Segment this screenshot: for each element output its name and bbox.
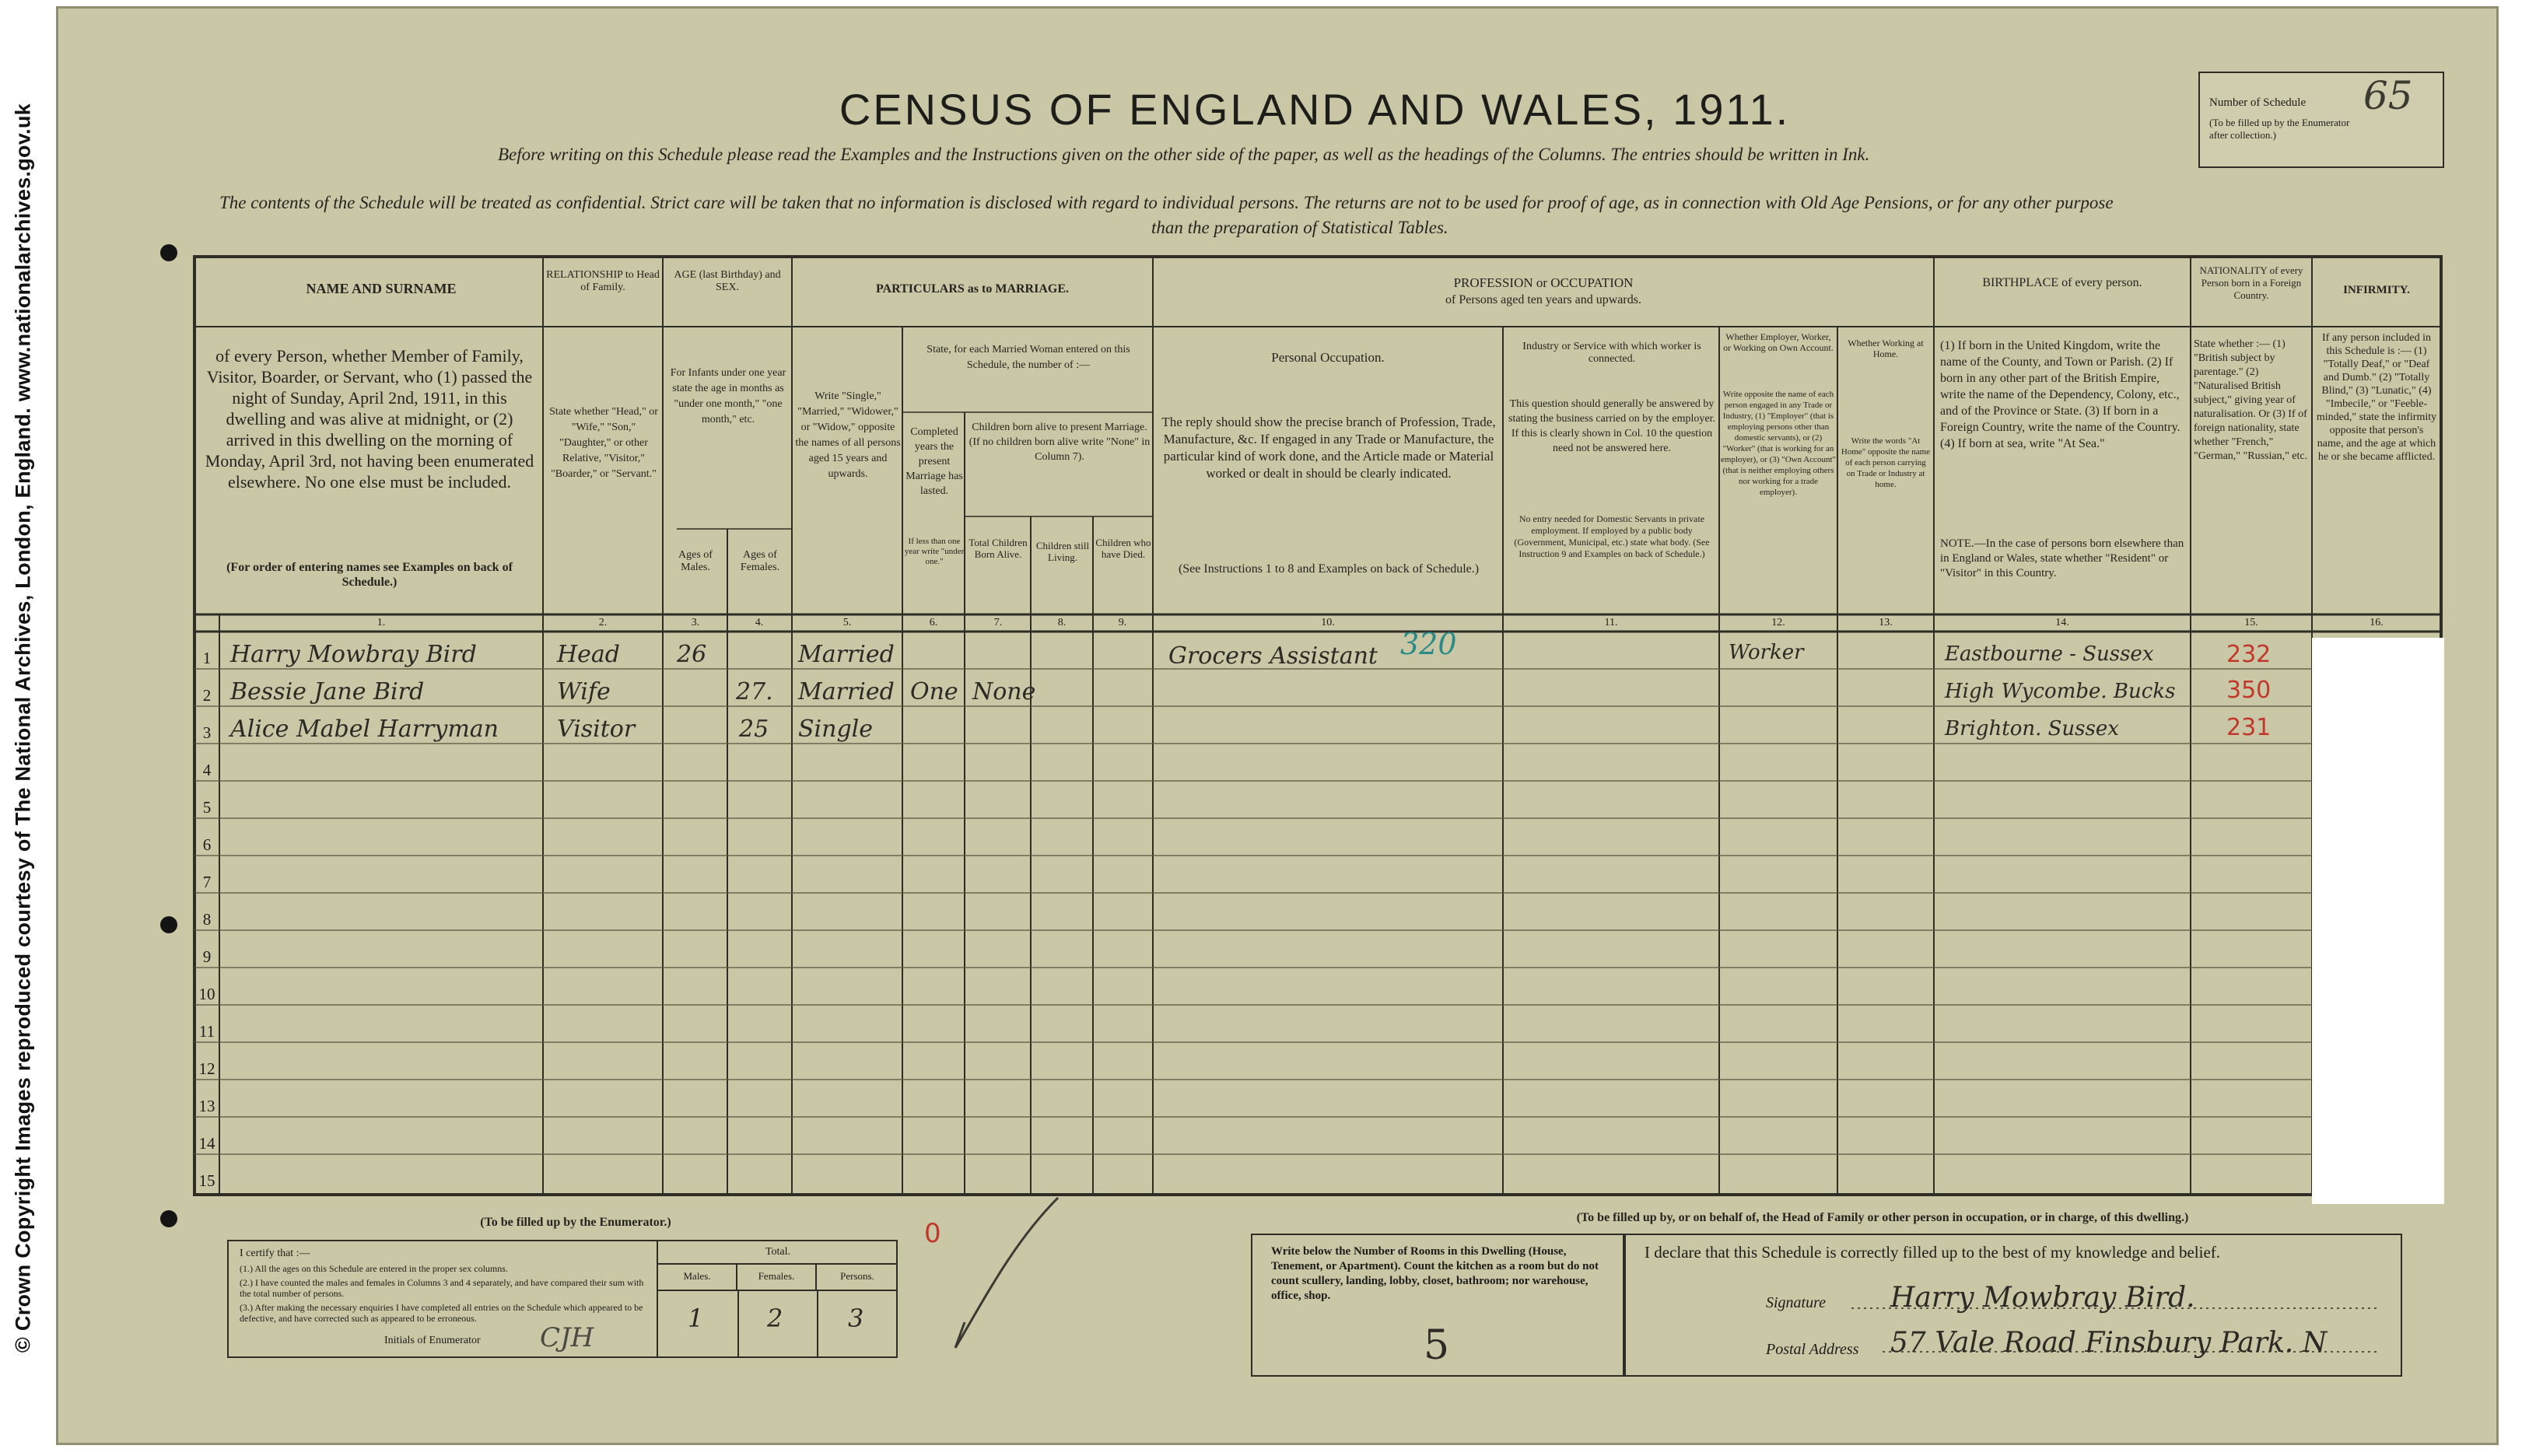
column-number: 12. (1771, 617, 1785, 628)
header-industry: Industry or Service with which worker is connected. (1522, 341, 1701, 365)
persons-label: Persons. (817, 1263, 898, 1291)
header-children-born: Children born alive to present Marriage. (If no children born alive write "None" in Column 7). (969, 422, 1151, 463)
header-industry-note: No entry needed for Domestic Servants in private employment. If employed by a public body (Government, Municipal, etc.) state what body. (See Instruction 9 and Examples on back of Schedule.) (1514, 513, 1710, 559)
person-age-male: 26 (677, 641, 707, 668)
signature: Harry Mowbray Bird. (1890, 1282, 2195, 1314)
row-number: 1 (202, 649, 212, 667)
header-at-home-desc: Write the words "At Home" opposite the name of each person carrying on Trade or Industry at home. (1841, 436, 1931, 489)
total-females: 2 (767, 1304, 783, 1333)
header-age-desc: For Infants under one year state the age in months as "under one month," "one month," etc. (670, 367, 786, 425)
header-marriage-desc: Write "Single," "Married," "Widower," or "Widow," opposite the names of all persons aged 15 years and upwards. (795, 390, 901, 480)
totals-divider (817, 1290, 818, 1356)
header-married-woman: State, for each Married Woman entered on this Schedule, the number of :— (926, 344, 1130, 371)
header-age-females: Ages of Females. (740, 549, 780, 573)
totals-label: Total. (658, 1241, 898, 1265)
person-worker: Worker (1729, 641, 1804, 664)
rooms-box (1251, 1234, 1624, 1377)
header-completed-note: If less than one year write "under one." (904, 537, 965, 566)
row-number: 2 (202, 686, 212, 705)
person-marriage: Married (798, 641, 895, 668)
row-number: 5 (202, 798, 212, 817)
person-birthplace: Brighton. Sussex (1945, 717, 2119, 740)
instruction-line-1: Before writing on this Schedule please read the Examples and the Instructions given on the other side of the paper, as well as the headings of the Columns. The entries should be written in Ink. (498, 145, 1870, 164)
initials-label: Initials of Enumerator (384, 1335, 481, 1346)
column-number: 5. (842, 617, 852, 628)
header-employer-desc: Write opposite the name of each person engaged in any Trade or Industry, (1) "Employer" (that is employing persons other than domestic servants), or (2) "Worker" (that is working for an employer), or (3) "Own Account" (that is neither employing others nor working for a trade employer). (1721, 390, 1836, 497)
row-number: 4 (202, 761, 212, 779)
person-age-female: 27. (736, 678, 773, 705)
column-number: 7. (993, 617, 1003, 628)
header-age: AGE (last Birthday) and SEX. (674, 269, 781, 293)
declaration-text: I declare that this Schedule is correctly filled up to the best of my knowledge and belief. (1645, 1243, 2221, 1262)
person-name: Bessie Jane Bird (230, 678, 425, 705)
head-heading: (To be filled up by, or on behalf of, the Head of Family or other person in occupation, or in charge, of this dwelling.) (1576, 1211, 2189, 1224)
row-number: 3 (202, 723, 212, 742)
header-infirmity-desc: If any person included in this Schedule is :— (1) "Totally Deaf," or "Deaf and Dumb." (2) "Totally Blind," (3) "Lunatic," (4) "Imbecile," or "Feeble-minded," state the infirmity opposite that person's name, and the age at which he or she became afflicted. (2316, 332, 2437, 463)
postal-address: 57 Vale Road Finsbury Park. N (1890, 1327, 2328, 1359)
enumerator-box (227, 1240, 898, 1358)
header-personal-note: (See Instructions 1 to 8 and Examples on back of Schedule.) (1178, 562, 1480, 576)
birthplace-code: 350 (2226, 677, 2272, 704)
person-birthplace: High Wycombe. Bucks (1945, 680, 2176, 703)
column-number: 3. (691, 617, 700, 628)
row-number: 6 (202, 835, 212, 854)
person-years-married: One (910, 678, 958, 705)
birthplace-code: 232 (2226, 641, 2272, 668)
occupation-code: 320 (1400, 627, 1457, 661)
enumerator-item: (3.) After making the necessary enquiries I have completed all entries on the Schedule which appeared to be defective, and have corrected such as appeared to be erroneous. (240, 1302, 643, 1324)
total-persons: 3 (848, 1304, 864, 1333)
row-number: 9 (202, 947, 212, 966)
form-title: CENSUS OF ENGLAND AND WALES, 1911. (839, 85, 1791, 134)
column-number: 11. (1604, 617, 1618, 628)
header-birthplace: BIRTHPLACE of every person. (1982, 276, 2142, 289)
address-label: Postal Address (1766, 1341, 1859, 1358)
redaction-mask (2312, 638, 2444, 1204)
column-number: 2. (598, 617, 608, 628)
person-children-born: None (972, 678, 1036, 705)
birthplace-code: 231 (2226, 714, 2272, 741)
column-number: 1. (377, 617, 386, 628)
header-still-living: Children still Living. (1035, 540, 1090, 563)
header-marriage: PARTICULARS as to MARRIAGE. (875, 282, 1070, 296)
person-marriage: Married (798, 678, 895, 705)
row-number: 8 (202, 910, 212, 929)
enumerator-heading: (To be filled up by the Enumerator.) (480, 1216, 671, 1229)
column-number: 4. (755, 617, 764, 628)
enumerator-item: (2.) I have counted the males and females in Columns 3 and 4 separately, and have compared their sum with the total number of persons. (240, 1277, 644, 1299)
column-number: 8. (1057, 617, 1067, 628)
header-nationality-desc: State whether :— (1) "British subject by parentage." (2) "Naturalised British subject," giving year of naturalisation. Or (3) If of foreign nationality, state whether "French," "German," "Russian," etc. (2194, 338, 2308, 462)
header-personal-occupation: Personal Occupation. (1271, 350, 1385, 365)
column-number: 9. (1118, 617, 1127, 628)
header-personal-desc: The reply should show the precise branch of Profession, Trade, Manufacture, &c. If engaged in any Trade or Manufacture, the particular kind of work done, and the Article made or Material worked or dealt in should be clearly indicated. (1161, 415, 1496, 481)
header-relationship: RELATIONSHIP to Head of Family. (546, 269, 660, 293)
declaration-box (1624, 1234, 2402, 1377)
signature-label: Signature (1766, 1294, 1827, 1311)
row-number: 11 (198, 1022, 215, 1041)
total-males: 1 (688, 1304, 704, 1333)
row-number: 15 (198, 1171, 215, 1190)
enumerator-item: (1.) All the ages on this Schedule are entered in the proper sex columns. (240, 1263, 508, 1274)
totals-grid (657, 1241, 898, 1356)
column-number: 13. (1879, 617, 1893, 628)
header-relationship-desc: State whether "Head," or "Wife," "Son," "Daughter," or other Relative, "Visitor," "Boarder," or "Servant." (549, 406, 658, 480)
females-label: Females. (737, 1263, 817, 1291)
rooms-count: 5 (1424, 1322, 1450, 1369)
header-at-home: Whether Working at Home. (1848, 338, 1924, 359)
header-nationality: NATIONALITY of every Person born in a Foreign Country. (2199, 264, 2303, 301)
header-employer: Whether Employer, Worker, or Working on Own Account. (1723, 331, 1834, 353)
instruction-line-3: than the preparation of Statistical Tables. (1151, 218, 1448, 237)
row-number: 10 (198, 985, 215, 1003)
column-number: 15. (2244, 617, 2258, 628)
header-profession: PROFESSION or OCCUPATION (1453, 275, 1634, 290)
header-infirmity: INFIRMITY. (2343, 284, 2410, 296)
person-birthplace: Eastbourne - Sussex (1945, 642, 2154, 666)
header-profession-sub: of Persons aged ten years and upwards. (1445, 293, 1641, 306)
instruction-line-2: The contents of the Schedule will be treated as confidential. Strict care will be taken that no information is disclosed with regard to individual persons. The returns are not to be used for proof of age, as in connection with Old Age Pensions, or for any other purpose (219, 193, 2114, 212)
person-relationship: Head (557, 641, 621, 668)
header-have-died: Children who have Died. (1095, 537, 1151, 560)
person-relationship: Visitor (557, 716, 636, 743)
column-number: 10. (1321, 617, 1335, 628)
header-completed-years: Completed years the present Marriage has lasted. (905, 426, 963, 497)
person-occupation: Grocers Assistant (1168, 642, 1378, 670)
copyright-text: © Crown Copyright Images reproduced courtesy of The National Archives, London, England. www.nationalarchives.gov.uk (11, 103, 35, 1353)
column-number: 14. (2055, 617, 2069, 628)
header-total-born: Total Children Born Alive. (969, 537, 1028, 560)
person-name: Alice Mabel Harryman (230, 716, 499, 743)
header-name-desc: of every Person, whether Member of Family, Visitor, Boarder, or Servant, who (1) passed the night of Sunday, April 2nd, 1911, in this dwelling and was alive at midnight, or (2) arrived in this dwelling on the morning of Monday, April 3rd, not having been enumerated elsewhere. No one else must be included. (205, 346, 534, 492)
header-industry-desc: This question should generally be answered by stating the business carried on by the employer. If this is clearly shown in Col. 10 the question need not be answered here. (1508, 398, 1715, 454)
column-number: 16. (2370, 617, 2384, 628)
schedule-number-label: Number of Schedule (2209, 96, 2307, 109)
person-name: Harry Mowbray Bird (230, 641, 477, 668)
enumerator-certify: I certify that :— (240, 1248, 310, 1259)
header-birthplace-desc: (1) If born in the United Kingdom, write the name of the County, and Town or Parish. (2) If born in any other part of the British Empire, write the name of the Dependency, Colony, etc., and of the Province or State. (3) If born in a Foreign Country, write the name of the Country. (4) If born at sea, write "At Sea." (1940, 339, 2180, 450)
red-mark: 0 (924, 1218, 941, 1249)
person-marriage: Single (798, 716, 874, 743)
males-label: Males. (658, 1263, 737, 1291)
rooms-instructions: Write below the Number of Rooms in this Dwelling (House, Tenement, or Apartment). Count the kitchen as a room but do not count scullery, landing, lobby, closet, bathroom; nor warehouse, office, shop. (1271, 1245, 1599, 1302)
row-number: 14 (198, 1134, 215, 1153)
person-relationship: Wife (557, 678, 611, 705)
schedule-number-note: (To be filled up by the Enumerator after collection.) (2209, 117, 2350, 141)
totals-divider (737, 1290, 739, 1356)
schedule-number-value: 65 (2363, 73, 2413, 118)
person-age-female: 25 (739, 716, 769, 743)
row-number: 12 (198, 1059, 215, 1078)
header-birthplace-note: NOTE.—In the case of persons born elsewhere than in England or Wales, state whether "Resident" or "Visitor" in this Country. (1940, 537, 2184, 579)
header-name-note: (For order of entering names see Examples on back of Schedule.) (226, 561, 513, 589)
row-number: 13 (198, 1097, 215, 1115)
enumerator-initials: CJH (540, 1322, 594, 1353)
column-number: 6. (929, 617, 938, 628)
row-number: 7 (202, 873, 212, 891)
header-age-males: Ages of Males. (678, 549, 713, 573)
header-name: NAME AND SURNAME (306, 281, 457, 296)
